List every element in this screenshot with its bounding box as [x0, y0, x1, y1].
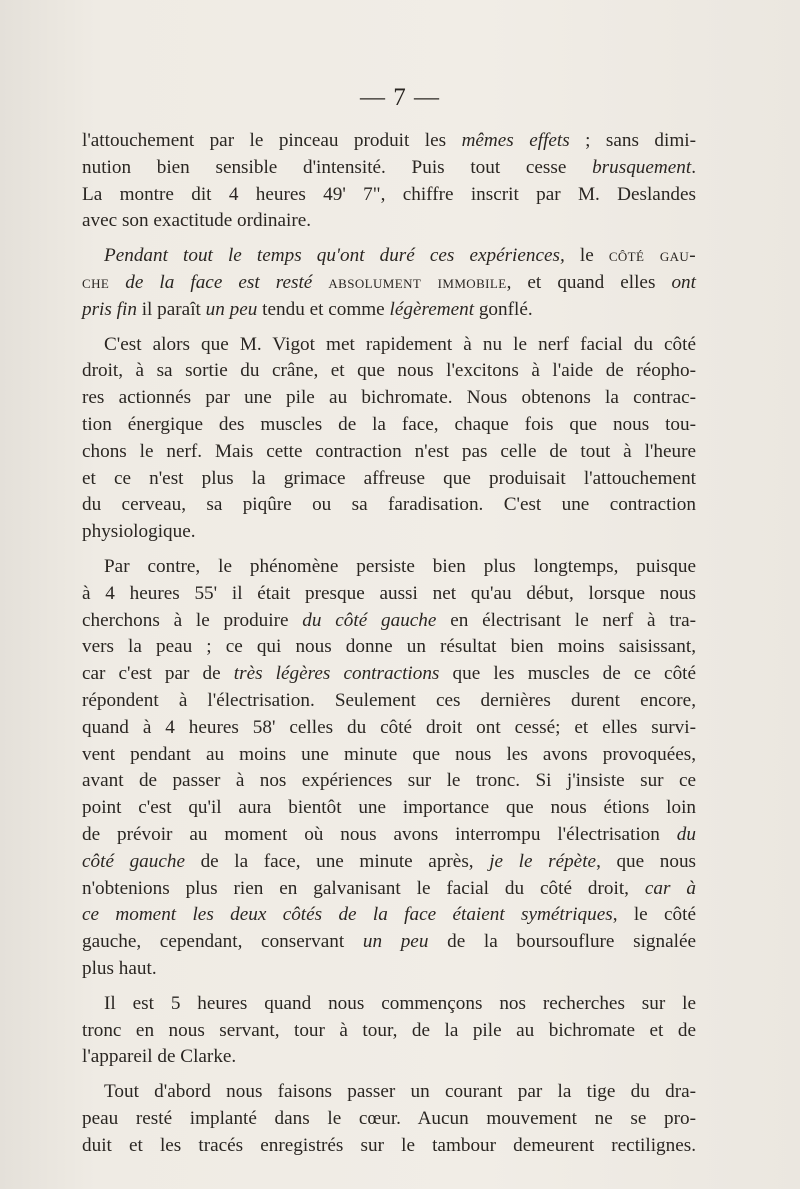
- text-line: duit et les tracés enregistrés sur le tambour demeurent rectilignes.: [82, 1134, 696, 1156]
- text-line: physiologique.: [82, 521, 196, 543]
- text-line: peau resté implanté dans le cœur. Aucun mouvement ne se pro-: [82, 1107, 696, 1129]
- text-line: Pendant tout le temps qu'ont duré ces expériences, le côté gau-: [104, 245, 696, 267]
- text-line: nution bien sensible d'intensité. Puis tout cesse brusquement.: [82, 156, 696, 178]
- body-text: [82, 128, 696, 1159]
- text-line: vers la peau ; ce qui nous donne un résultat bien moins saisissant,: [82, 636, 696, 658]
- text-line: quand à 4 heures 58' celles du côté droit ont cessé; et elles survi-: [82, 716, 696, 738]
- text-line: cherchons à le produire du côté gauche en électrisant le nerf à tra-: [82, 609, 696, 631]
- text-line: n'obtenions plus rien en galvanisant le facial du côté droit, car à: [82, 877, 697, 899]
- text-line: chons le nerf. Mais cette contraction n'est pas celle de tout à l'heure: [82, 440, 696, 462]
- text-line: droit, à sa sortie du crâne, et que nous l'excitons à l'aide de réopho-: [82, 360, 696, 382]
- text-line: La montre dit 4 heures 49' 7", chiffre inscrit par M. Deslandes: [82, 183, 696, 205]
- text-line: pris fin il paraît un peu tendu et comme légèrement gonflé.: [82, 298, 533, 320]
- text-line: gauche, cependant, conservant un peu de la boursouflure signalée: [82, 931, 696, 953]
- text-line: Tout d'abord nous faisons passer un courant par la tige du dra-: [104, 1081, 696, 1103]
- page-number: — 7 —: [360, 84, 440, 111]
- text-line: répondent à l'électrisation. Seulement ces dernières durent encore,: [82, 689, 696, 711]
- text-line: Par contre, le phénomène persiste bien plus longtemps, puisque: [104, 555, 696, 577]
- text-line: l'appareil de Clarke.: [82, 1046, 237, 1068]
- text-line: plus haut.: [82, 957, 157, 979]
- text-line: che de la face est resté absolument immobile, et quand elles ont: [82, 271, 696, 293]
- text-line: de prévoir au moment où nous avons interrompu l'électrisation du: [82, 823, 696, 845]
- text-line: du cerveau, sa piqûre ou sa faradisation. C'est une contraction: [82, 494, 696, 516]
- text-line: et ce n'est plus la grimace affreuse que produisait l'attouchement: [82, 467, 696, 489]
- text-line: C'est alors que M. Vigot met rapidement à nu le nerf facial du côté: [104, 333, 696, 355]
- text-line: côté gauche de la face, une minute après, je le répète, que nous: [82, 850, 697, 872]
- text-line: l'attouchement par le pinceau produit les mêmes effets ; sans dimi-: [82, 130, 696, 151]
- text-line: res actionnés par une pile au bichromate. Nous obtenons la contrac-: [82, 387, 696, 409]
- text-line: ce moment les deux côtés de la face étaient symétriques, le côté: [82, 904, 696, 926]
- text-line: tronc en nous servant, tour à tour, de la pile au bichromate et de: [82, 1019, 696, 1041]
- text-line: vent pendant au moins une minute que nous les avons provoquées,: [82, 743, 696, 765]
- text-line: tion énergique des muscles de la face, chaque fois que nous tou-: [82, 413, 696, 435]
- text-line: Il est 5 heures quand nous commençons nos recherches sur le: [104, 992, 696, 1014]
- text-line: car c'est par de très légères contractions que les muscles de ce côté: [82, 663, 697, 685]
- text-line: avec son exactitude ordinaire.: [82, 210, 312, 232]
- text-line: point c'est qu'il aura bientôt une importance que nous étions loin: [82, 797, 696, 819]
- text-line: avant de passer à nos expériences sur le tronc. Si j'insiste sur ce: [82, 770, 696, 792]
- text-line: à 4 heures 55' il était presque aussi net qu'au début, lorsque nous: [82, 582, 696, 604]
